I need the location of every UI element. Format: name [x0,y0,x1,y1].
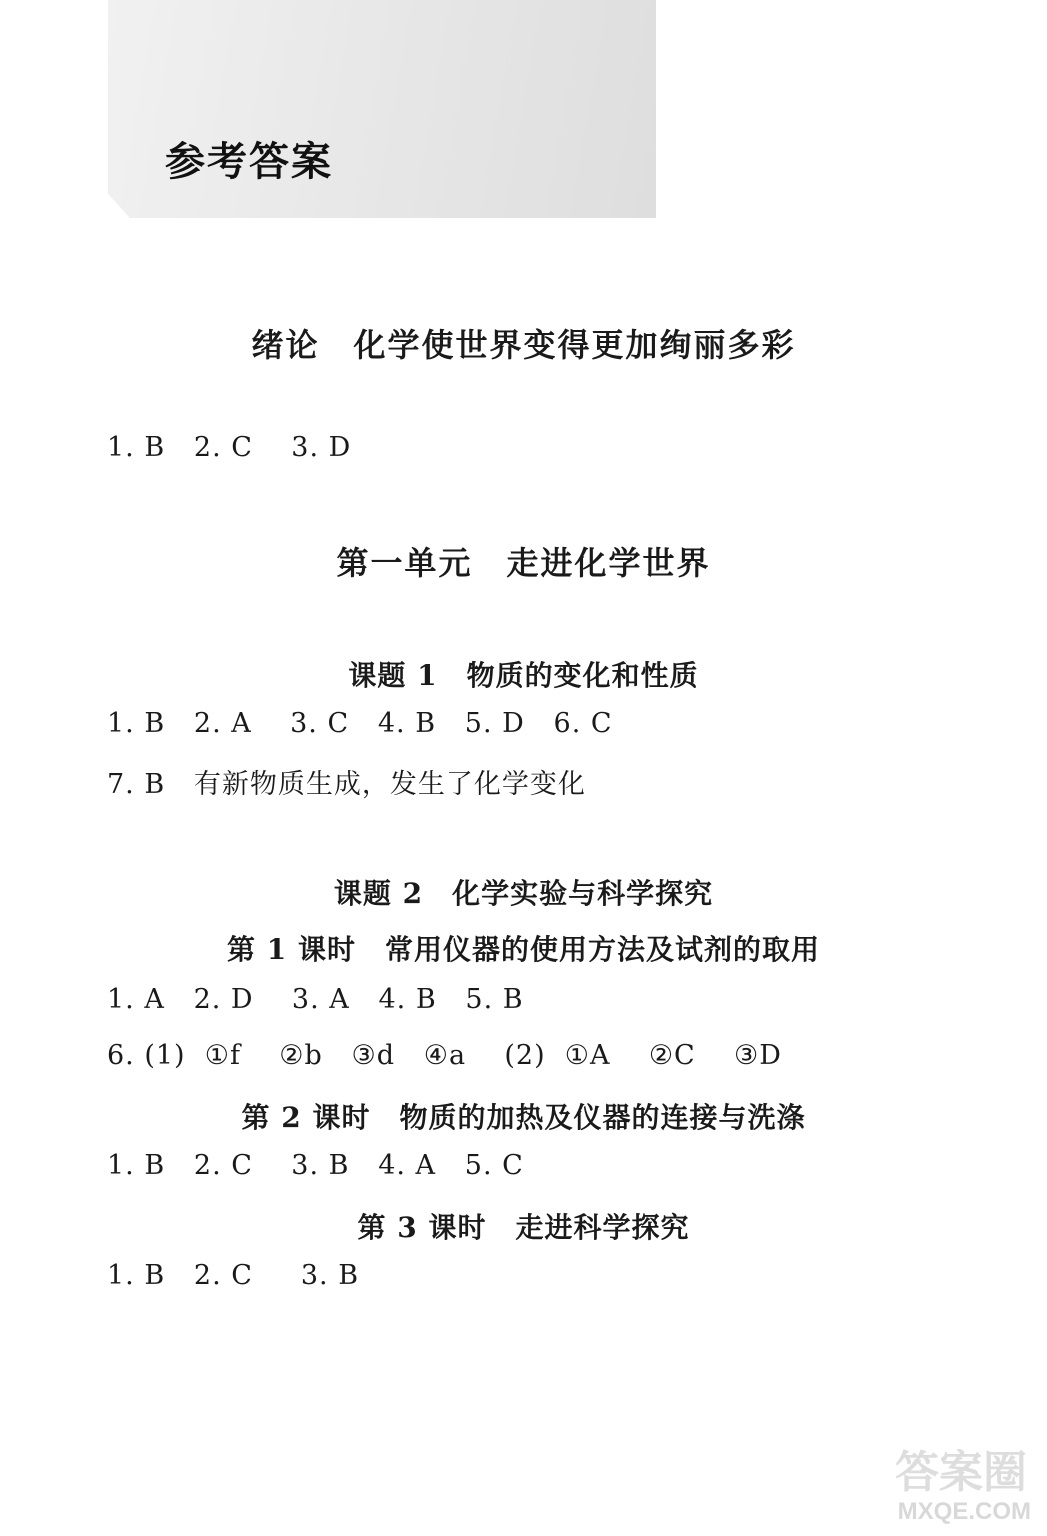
answers-period1-line1: 1. A 2. D 3. A 4. B 5. B [107,984,524,1015]
answers-period2-line1: 1. B 2. C 3. B 4. A 5. C [107,1150,524,1181]
answers-lesson1-line2: 7. B 有新物质生成，发生了化学变化 [107,769,586,800]
answers-period3-line1: 1. B 2. C 3. B [107,1260,360,1291]
period-title-1: 第 1 课时 常用仪器的使用方法及试剂的取用 [227,933,820,966]
unit-title: 第一单元 走进化学世界 [336,544,711,582]
answers-intro: 1. B 2. C 3. D [107,432,352,463]
page-title: 参考答案 [165,139,333,185]
watermark-glyphs: 答案圈 [895,1447,1027,1498]
period-title-3: 第 3 课时 走进科学探究 [357,1211,690,1244]
section-title-intro: 绪论 化学使世界变得更加绚丽多彩 [251,326,796,364]
lesson-title-1: 课题 1 物质的变化和性质 [348,659,699,692]
period-title-2: 第 2 课时 物质的加热及仪器的连接与洗涤 [241,1101,806,1134]
watermark-text: MXQE.COM [897,1498,1031,1525]
lesson-title-2: 课题 2 化学实验与科学探究 [333,877,714,910]
watermark-logo [861,1426,1031,1526]
answers-period1-line2: 6. (1) ①f ②b ③d ④a (2) ①A ②C ③D [107,1040,782,1071]
answers-lesson1-line1: 1. B 2. A 3. C 4. B 5. D 6. C [107,708,613,739]
